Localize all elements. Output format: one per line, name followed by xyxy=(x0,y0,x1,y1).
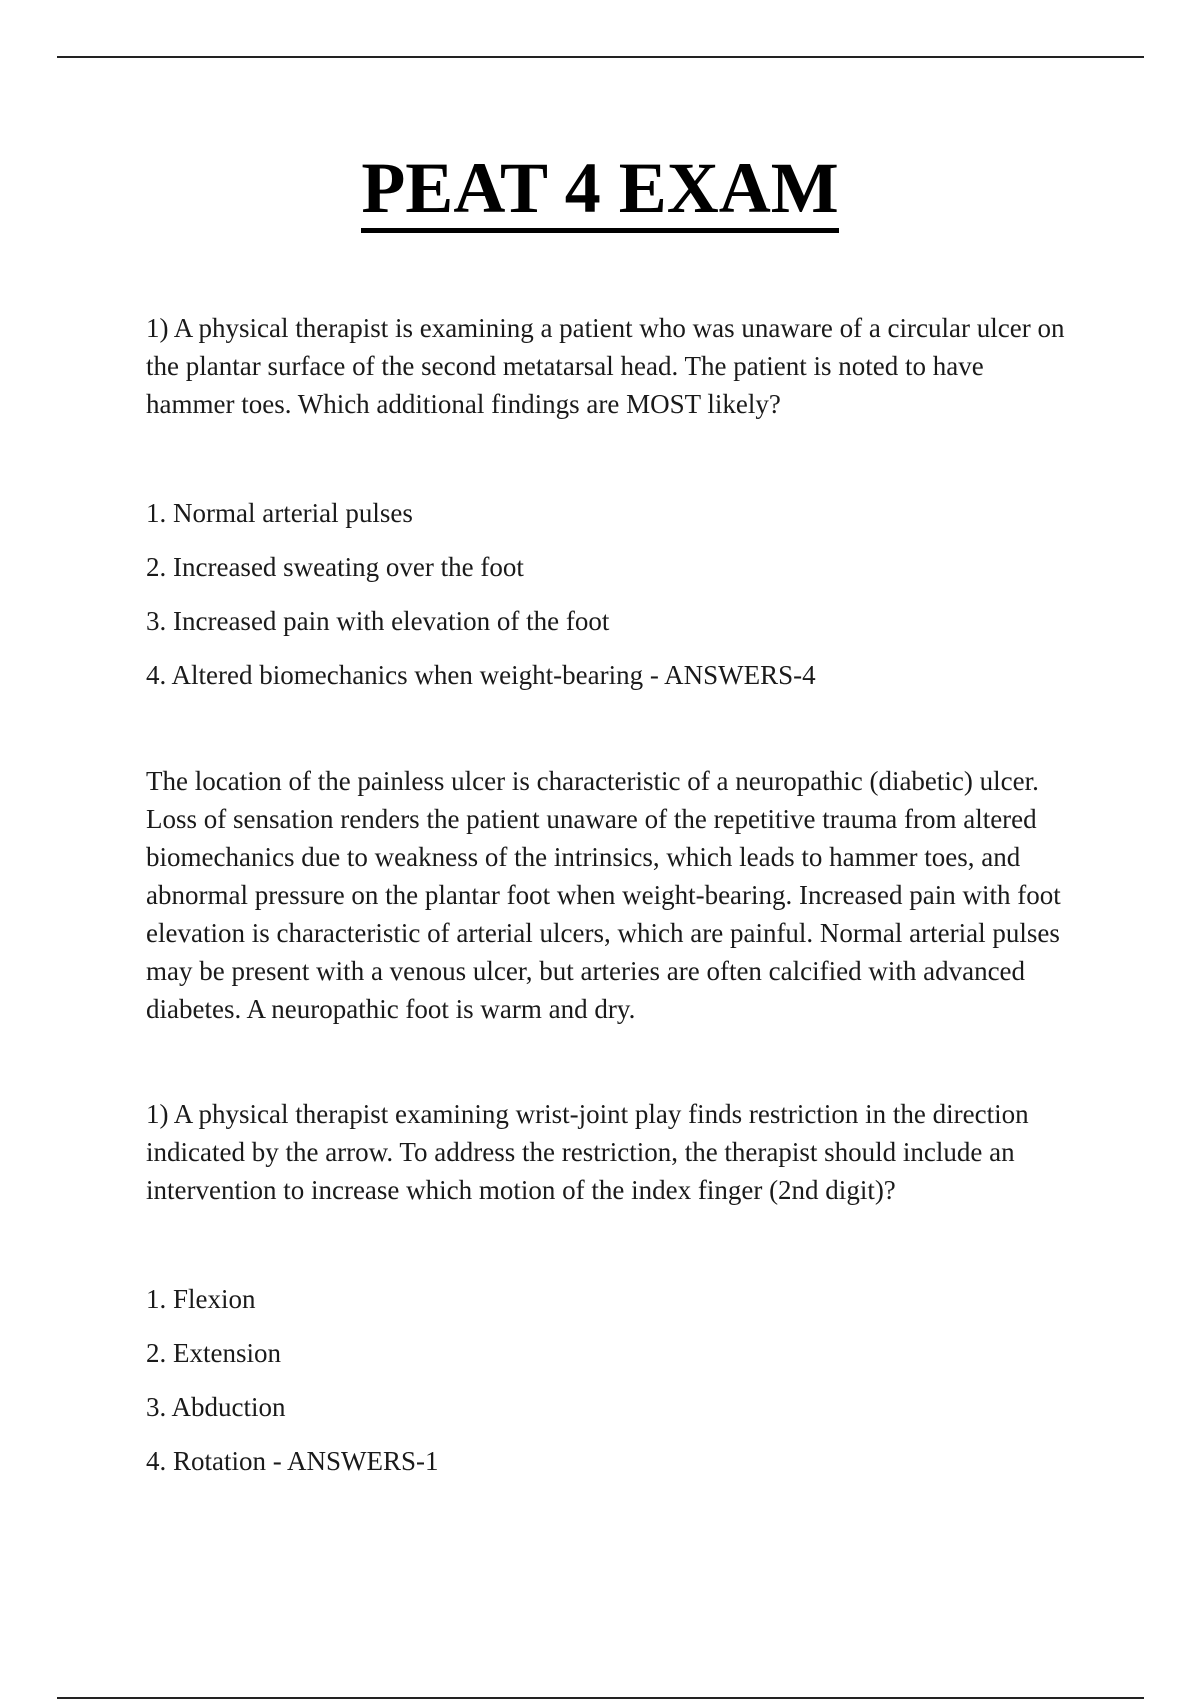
page-title-text: PEAT 4 EXAM xyxy=(361,148,838,233)
question-1-option-3: 3. Increased pain with elevation of the foot xyxy=(146,606,610,636)
question-1-stem: 1) A physical therapist is examining a patient who was unaware of a circular ulcer on the plantar surface of the second metatarsal head. The patient is noted to have hammer toes. Which additional findings are MOST likely? xyxy=(146,313,1065,419)
question-2-option-1: 1. Flexion xyxy=(146,1284,256,1314)
question-2-option-3: 3. Abduction xyxy=(146,1392,286,1422)
question-1-option-4: 4. Altered biomechanics when weight-bearing - ANSWERS-4 xyxy=(146,660,816,690)
page-title xyxy=(0,148,1200,233)
question-1-explanation: The location of the painless ulcer is characteristic of a neuropathic (diabetic) ulcer. Loss of sensation renders the patient unaware of the repetitive trauma from altered biomechanics due to weakness of the intrinsics, which leads to hammer toes, and abnormal pressure on the plantar foot when weight-bearing. Increased pain with foot elevation is characteristic of arterial ulcers, which are painful. Normal arterial pulses may be present with a venous ulcer, but arteries are often calcified with advanced diabetes. A neuropathic foot is warm and dry. xyxy=(146,766,1061,1024)
question-2-stem: 1) A physical therapist examining wrist-joint play finds restriction in the direction indicated by the arrow. To address the restriction, the therapist should include an intervention to increase which motion of the index finger (2nd digit)? xyxy=(146,1099,1029,1205)
top-divider xyxy=(57,56,1144,58)
question-2-options xyxy=(146,1280,1066,1496)
question-1-option-2: 2. Increased sweating over the foot xyxy=(146,552,524,582)
question-1-option-1: 1. Normal arterial pulses xyxy=(146,498,413,528)
question-2-option-2: 2. Extension xyxy=(146,1338,281,1368)
question-2-option-4: 4. Rotation - ANSWERS-1 xyxy=(146,1446,439,1476)
question-1-options xyxy=(146,494,1066,710)
bottom-divider xyxy=(57,1697,1144,1699)
